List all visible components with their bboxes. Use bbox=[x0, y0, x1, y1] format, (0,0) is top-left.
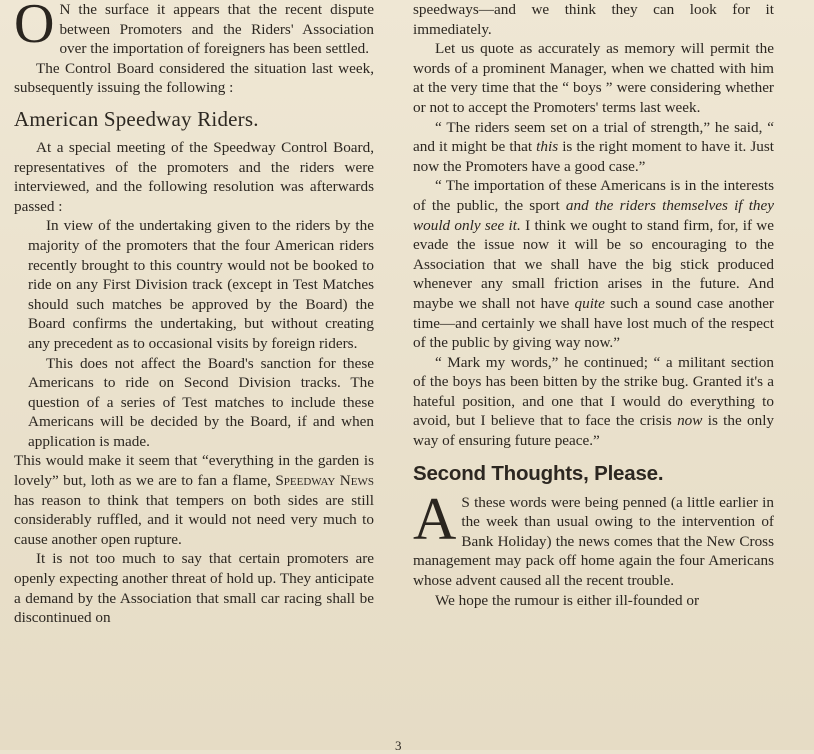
import-text-c: such a sound case another time—and certainly we shall have lost much of the respect of the public by giving way now.” bbox=[413, 294, 774, 352]
import-text-b: I think we ought to stand firm, for, if we evade the issue now it will be so encouraging to the Association that we shall have the big stick produced whenever any small friction arises in the future. And maybe we shall not have bbox=[413, 216, 775, 312]
intro-text: N the surface it appears that the recent dispute between Promoters and the Riders' Association over the importation of foreigners has been settled. bbox=[59, 1, 374, 58]
trial-emphasis: this bbox=[536, 138, 559, 156]
drop-cap-a: A bbox=[413, 492, 457, 552]
publication-name: Speedway News bbox=[275, 472, 374, 490]
continuation-paragraph: speedways—and we think they can look for it immediately. bbox=[413, 1, 774, 38]
garden-text-a: This would make it seem that “everything in the garden is lovely” but, loth as we are to fan a flame, bbox=[14, 452, 374, 490]
second-thoughts-text: S these words were being penned (a little earlier in the week than usual owing to the intervention of Bank Holiday) the news comes that the New Cross management may pack off home again the four Americans whose advent caused all the recent trouble. bbox=[413, 493, 774, 590]
importation-paragraph bbox=[413, 176, 774, 352]
page-number: 3 bbox=[395, 738, 402, 753]
board-paragraph: The Control Board considered the situation last week, subsequently issuing the following : bbox=[14, 59, 374, 97]
resolution-paragraph: In view of the undertaking given to the riders by the majority of the promoters that the four American riders recently brought to this country would not be booked to ride on any First Division track (except in Test Matches should such matches be approved by the Board) the Board confirms the undertaking, but without creating any precedent as to occasional visits by foreign riders. bbox=[28, 217, 374, 352]
hope-paragraph: We hope the rumour is either ill-founded or bbox=[435, 591, 700, 609]
import-emphasis: and the riders themselves if they would only see it. bbox=[413, 196, 775, 234]
trial-text-a: “ The riders seem set on a trial of strength,” he said, “ and it might be that bbox=[413, 118, 774, 156]
second-thoughts-paragraph bbox=[413, 493, 774, 591]
left-column bbox=[14, 0, 374, 628]
sanction-paragraph: This does not affect the Board's sanction for these Americans to ride on Second Division tracks. The question of a series of Test matches to include these Americans will be decided by the Board, if and when application is made. bbox=[28, 354, 374, 450]
heading-second-thoughts: Second Thoughts, Please. bbox=[413, 461, 664, 485]
heading-american-speedway-riders: American Speedway Riders. bbox=[14, 106, 259, 131]
drop-cap-o: O bbox=[14, 0, 55, 55]
intro-paragraph bbox=[14, 0, 374, 59]
trial-paragraph bbox=[413, 118, 774, 177]
mark-text-b: is the only way of ensuring future peace.” bbox=[413, 412, 775, 450]
trial-text-b: is the right moment to have it. Just now the Promoters have a good case.” bbox=[413, 138, 775, 175]
quote-paragraph: Let us quote as accurately as memory will permit the words of a prominent Manager, when we chatted with him at the very time that the “ boys ” were considering whether or not to accept the Promoters' terms last week. bbox=[413, 40, 774, 116]
mark-text-a: “ Mark my words,” he continued; “ a militant section of the boys has been bitten by the strike bug. Granted it's a hateful position, and one that I would do everything to avoid, but I believe that to face the crisis bbox=[413, 353, 774, 430]
right-column bbox=[413, 0, 774, 610]
mark-emphasis: now bbox=[677, 412, 703, 430]
import-text-a: “ The importation of these Americans is in the interests of the public, the sport bbox=[413, 177, 774, 214]
mark-paragraph bbox=[413, 353, 774, 451]
garden-paragraph bbox=[14, 451, 374, 549]
import-emphasis-quite: quite bbox=[574, 294, 605, 312]
meeting-paragraph: At a special meeting of the Speedway Control Board, representatives of the promoters and the riders were interviewed, and the following resolution was afterwards passed : bbox=[14, 138, 374, 215]
garden-text-b: has reason to think that tempers on both sides are still considerably ruffled, and it would not need very much to cause another open rupture. bbox=[14, 491, 374, 548]
promoters-paragraph: It is not too much to say that certain promoters are openly expecting another threat of hold up. They anticipate a demand by the Association that small car racing shall be discontinued on bbox=[14, 550, 374, 627]
